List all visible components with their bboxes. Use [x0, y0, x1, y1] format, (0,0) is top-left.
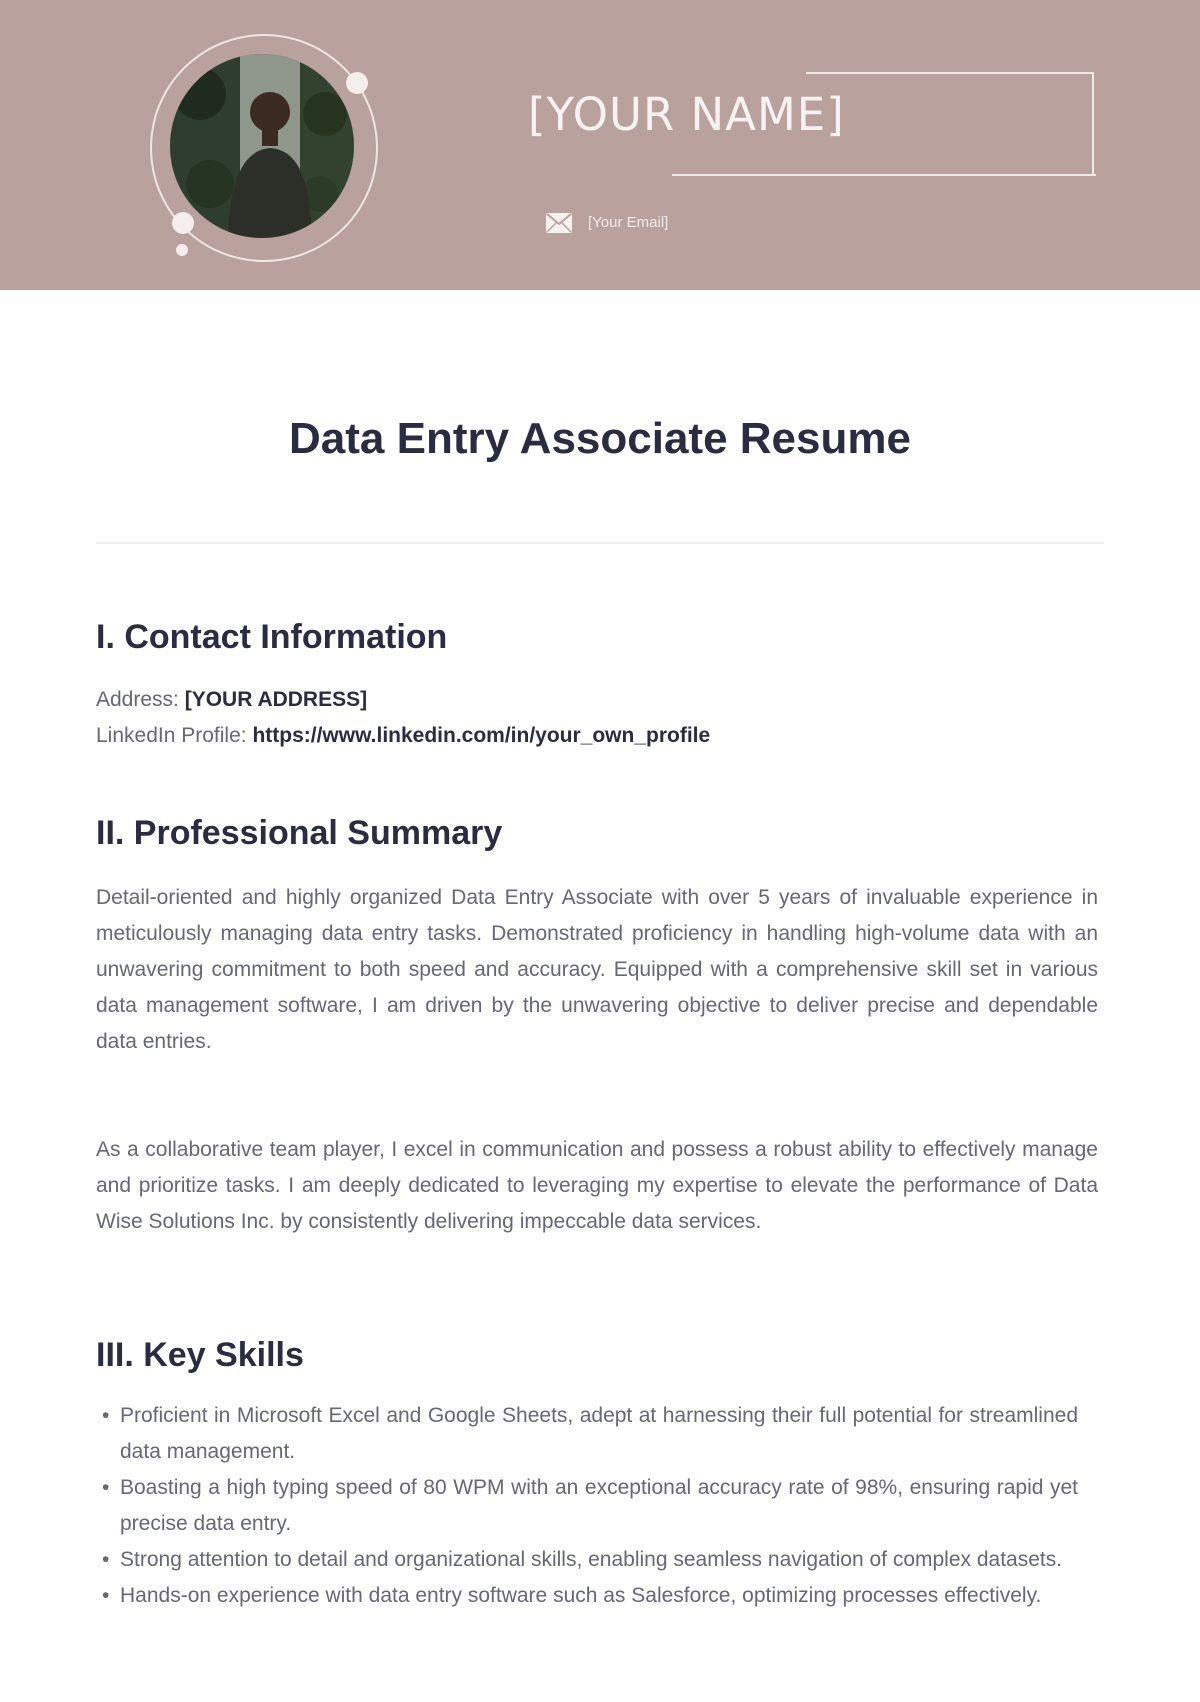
- skill-text: Proficient in Microsoft Excel and Google Sheets, adept at harnessing their full potential for streamlined data management.: [120, 1404, 1078, 1463]
- name-frame-underline: [672, 174, 1096, 176]
- skills-list: [96, 1398, 1078, 1614]
- contact-heading: I. Contact Information: [96, 618, 448, 656]
- linkedin-link[interactable]: https://www.linkedin.com/in/your_own_profile: [252, 724, 711, 747]
- skill-text: Strong attention to detail and organizational skills, enabling seamless navigation of complex datasets.: [120, 1548, 1063, 1571]
- decorative-dot: [172, 212, 194, 234]
- resume-header: [0, 0, 1200, 290]
- list-item: [96, 1578, 1078, 1614]
- address-label: Address:: [96, 688, 179, 711]
- bullet: •: [102, 1548, 110, 1571]
- profile-photo: [170, 54, 354, 238]
- decorative-dot: [346, 72, 368, 94]
- summary-paragraph-1: Detail-oriented and highly organized Data Entry Associate with over 5 years of invaluable experience in meticulously managing data entry tasks. Demonstrated proficiency in handling high-volume data with an unwavering commitment to both speed and accuracy. Equipped with a comprehensive skill set in various data management software, I am driven by the unwavering objective to deliver precise and dependable data entries.: [96, 886, 1098, 1053]
- list-item: [96, 1470, 1078, 1542]
- email-text: [Your Email]: [588, 214, 669, 231]
- bullet: •: [102, 1476, 110, 1499]
- address-value: [YOUR ADDRESS]: [184, 688, 368, 711]
- skills-heading: III. Key Skills: [96, 1336, 304, 1374]
- address-line: [96, 688, 367, 712]
- bullet: •: [102, 1404, 110, 1427]
- envelope-icon: [546, 213, 572, 233]
- candidate-name: [YOUR NAME]: [528, 88, 845, 141]
- list-item: [96, 1542, 1078, 1578]
- decorative-dot: [176, 244, 188, 256]
- name-frame: [806, 72, 1094, 176]
- list-item: [96, 1398, 1078, 1470]
- linkedin-label: LinkedIn Profile:: [96, 724, 247, 747]
- summary-paragraph-2: As a collaborative team player, I excel in communication and possess a robust ability to effectively manage and prioritize tasks. I am deeply dedicated to leveraging my expertise to elevate the performance of Data Wise Solutions Inc. by consistently delivering impeccable data services.: [96, 1138, 1098, 1233]
- divider: [96, 542, 1104, 544]
- linkedin-line: [96, 724, 710, 748]
- skill-text: Boasting a high typing speed of 80 WPM with an exceptional accuracy rate of 98%, ensuring rapid yet precise data entry.: [120, 1476, 1078, 1535]
- bullet: •: [102, 1584, 110, 1607]
- document-title: Data Entry Associate Resume: [289, 414, 911, 463]
- summary-heading: II. Professional Summary: [96, 814, 503, 852]
- skill-text: Hands-on experience with data entry software such as Salesforce, optimizing processes effectively.: [120, 1584, 1042, 1607]
